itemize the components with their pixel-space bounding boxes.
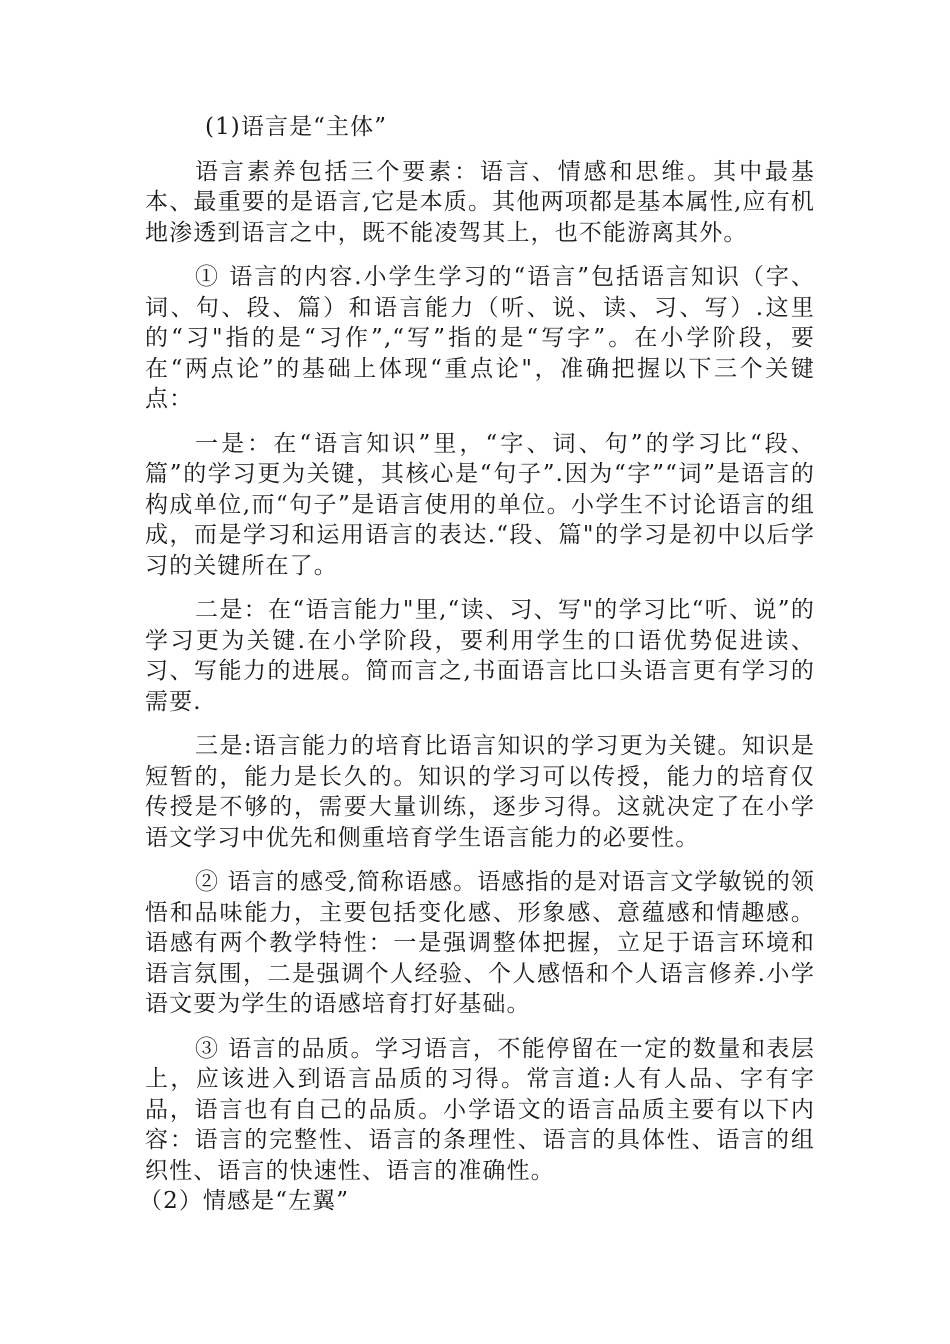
paragraph-point-three: 三是:语言能力的培育比语言知识的学习更为关键。知识是短暂的，能力是长久的。知识的学习可以传授，能力的培育仅传授是不够的，需要大量训练，逐步习得。这就决定了在小学语文学习中优先和侧重培育学生语言能力的必要性。 <box>145 733 815 851</box>
section-heading-language-subject: (1)语言是“主体” <box>205 114 388 140</box>
paragraph-language-quality: ③ 语言的品质。学习语言，不能停留在一定的数量和表层上，应该进入到语言品质的习得。常言道:人有人品、字有字品，语言也有自己的品质。小学语文的语言品质主要有以下内容：语言的完整性、语言的条理性、语言的具体性、语言的组织性、语言的快速性、语言的准确性。 <box>145 1035 815 1184</box>
paragraph-language-literacy-elements: 语言素养包括三个要素：语言、情感和思维。其中最基本、最重要的是语言,它是本质。其他两项都是基本属性,应有机地渗透到语言之中，既不能凌驾其上，也不能游离其外。 <box>145 158 815 246</box>
section-heading-emotion-left-wing: （2）情感是“左翼” <box>139 1188 350 1214</box>
paragraph-language-sense: ② 语言的感受,简称语感。语感指的是对语言文学敏锐的领悟和品味能力，主要包括变化感、形象感、意蕴感和情趣感。语感有两个教学特性：一是强调整体把握，立足于语言环境和语言氛围，二是强调个人经验、个人感悟和个人语言修养.小学语文要为学生的语感培育打好基础。 <box>145 869 815 1017</box>
document-page <box>139 112 815 1217</box>
paragraph-point-one: 一是：在“语言知识”里，“字、词、句”的学习比“段、篇”的学习更为关键，其核心是“句子”.因为“字”“词”是语言的构成单位,而“句子”是语言使用的单位。小学生不讨论语言的组成，而是学习和运用语言的表达.“段、篇"的学习是初中以后学习的关键所在了。 <box>145 430 815 579</box>
paragraph-point-two: 二是：在“语言能力"里,“读、习、写"的学习比“听、说”的学习更为关键.在小学阶段，要利用学生的口语优势促进读、习、写能力的进展。简而言之,书面语言比口头语言更有学习的需要. <box>145 597 815 715</box>
paragraph-language-content: ① 语言的内容.小学生学习的“语言”包括语言知识（字、词、句、段、篇）和语言能力（听、说、读、习、写）.这里的“习"指的是“习作”,“写”指的是“写字”。在小学阶段，要在“两点论”的基础上体现“重点论"，准确把握以下三个关键点： <box>145 264 815 412</box>
